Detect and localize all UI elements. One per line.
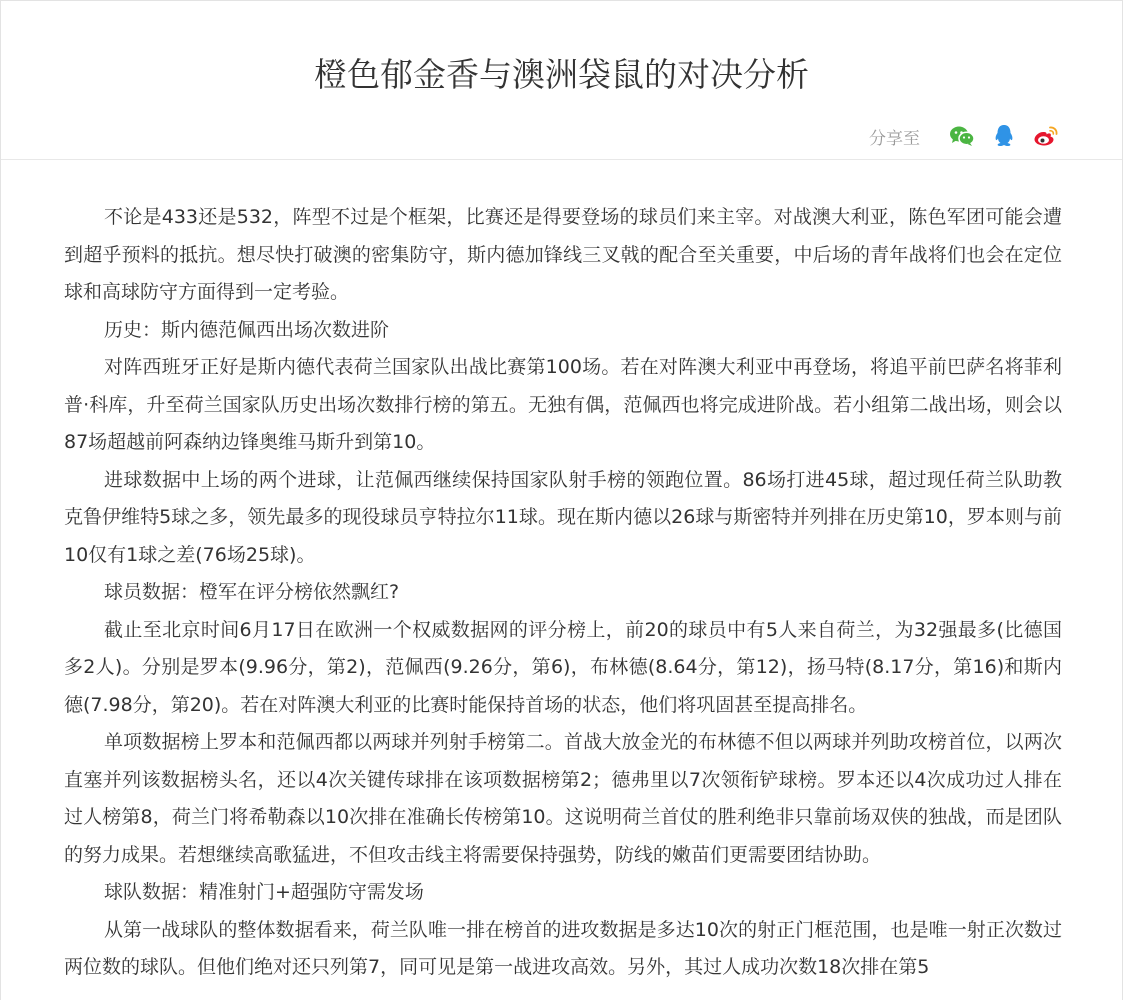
article-header	[1, 1, 1122, 160]
section-heading: 球员数据：橙军在评分榜依然飘红?	[104, 581, 400, 603]
share-label: 分享至	[869, 128, 920, 149]
paragraph: 对阵西班牙正好是斯内德代表荷兰国家队出战比赛第100场。若在对阵澳大利亚中再登场，将追平前巴萨名将菲利普·科库，升至荷兰国家队历史出场次数排行榜的第五。无独有偶，范佩西也将完成进阶战。若小组第二战出场，则会以87场超越前阿森纳边锋奥维马斯升到第10。	[64, 356, 1062, 453]
share-bar	[869, 121, 1060, 151]
section-heading: 历史：斯内德范佩西出场次数进阶	[104, 318, 390, 341]
paragraph: 不论是433还是532，阵型不过是个框架，比赛还是得要登场的球员们来主宰。对战澳大利亚，陈色军团可能会遭到超乎预料的抵抗。想尽快打破澳的密集防守，斯内德加锋线三叉戟的配合至关重要，中后场的青年战将们也会在定位球和高球防守方面得到一定考验。	[64, 206, 1062, 303]
section-heading: 球队数据：精准射门+超强防守需发场	[104, 881, 424, 903]
paragraph: 进球数据中上场的两个进球，让范佩西继续保持国家队射手榜的领跑位置。86场打进45球，超过现任荷兰队助教克鲁伊维特5球之多，领先最多的现役球员亨特拉尔11球。现在斯内德以26球与斯密特并列排在历史第10，罗本则与前10仅有1球之差(76场25球)。	[64, 468, 1062, 566]
wechat-icon[interactable]	[948, 122, 976, 150]
weibo-icon[interactable]	[1032, 122, 1060, 150]
paragraph: 从第一战球队的整体数据看来，荷兰队唯一排在榜首的进攻数据是多达10次的射正门框范围，也是唯一射正次数过两位数的球队。但他们绝对还只列第7，同可见是第一战进攻高效。另外，其过人成功次数18次排在第5	[64, 918, 1062, 978]
paragraph: 单项数据榜上罗本和范佩西都以两球并列射手榜第二。首战大放金光的布林德不但以两球并列助攻榜首位，以两次直塞并列该数据榜头名，还以4次关键传球排在该项数据榜第2；德弗里以7次领衔铲球榜。罗本还以4次成功过人排在过人榜第8，荷兰门将希勒森以10次排在准确长传榜第10。这说明荷兰首仗的胜利绝非只靠前场双侠的独战，而是团队的努力成果。若想继续高歌猛进，不但攻击线主将需要保持强势，防线的嫩苗们更需要团结协助。	[64, 731, 1062, 866]
qq-icon[interactable]	[990, 122, 1018, 150]
article-title: 橙色郁金香与澳洲袋鼠的对决分析	[314, 55, 809, 94]
paragraph: 截止至北京时间6月17日在欧洲一个权威数据网的评分榜上，前20的球员中有5人来自荷兰，为32强最多(比德国多2人)。分别是罗本(9.96分，第2)，范佩西(9.26分，第6)，布林德(8.64分，第12)，扬马特(8.17分，第16)和斯内德(7.98分，第20)。若在对阵澳大利亚的比赛时能保持首场的状态，他们将巩固甚至提高排名。	[64, 618, 1062, 716]
article-body	[64, 199, 1062, 987]
